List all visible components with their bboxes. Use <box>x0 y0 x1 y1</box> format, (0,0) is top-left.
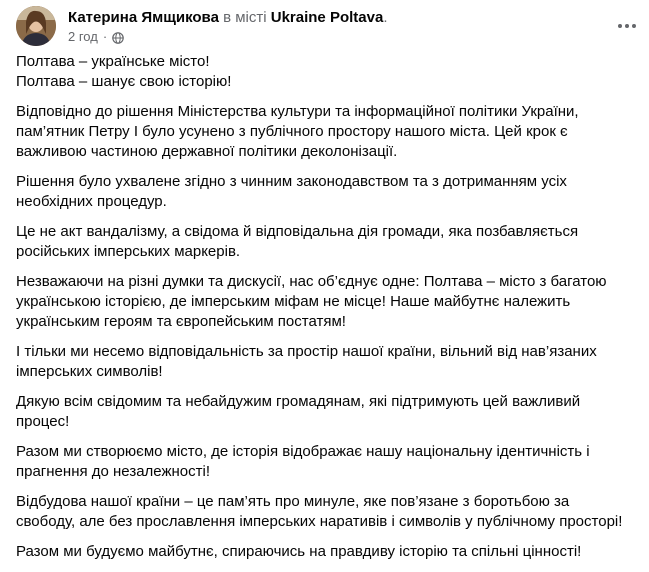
post-paragraph: Рішення було ухвалене згідно з чинним законодавством та з дотриманням усіх необхідних процедур. <box>16 173 567 210</box>
place-suffix: . <box>383 9 388 26</box>
more-dots-icon <box>617 23 637 29</box>
more-options-button[interactable] <box>613 12 641 40</box>
post-timestamp[interactable]: 2 год <box>68 29 98 44</box>
place-link[interactable]: Ukraine Poltava <box>270 9 384 26</box>
post-header <box>16 6 649 46</box>
post-paragraph: Дякую всім свідомим та небайдужим громадянам, які підтримують цей важливий процес! <box>16 393 581 430</box>
post-subline <box>68 28 387 45</box>
post-paragraph: І тільки ми несемо відповідальність за простір нашої країни, вільний від нав’язаних імперських символів! <box>16 343 597 380</box>
post-body <box>16 52 631 572</box>
paragraph-line: Полтава – українське місто! Полтава – шанує свою історію! <box>16 53 232 90</box>
post-paragraph <box>16 52 631 92</box>
author-avatar[interactable] <box>16 6 56 46</box>
post-paragraph: Це не акт вандалізму, а свідома й відповідальна дія громади, яка позбавляється російських імперських маркерів. <box>16 223 579 260</box>
post-paragraph: Разом ми створюємо місто, де історія відображає нашу національну ідентичність і прагнення до незалежності! <box>16 443 590 480</box>
post-paragraph: Відбудова нашої країни – це пам’ять про минуле, яке пов’язане з боротьбою за свободу, але без прославлення імперських наративів і символів у публічному просторі! <box>16 493 623 530</box>
post-paragraph: Відповідно до рішення Міністерства культури та інформаційної політики України, пам’ятник Петру І було усунено з публічного простору нашого міста. Цей крок є важливою частиною державної політики деколонізації. <box>16 103 579 160</box>
post-meta <box>68 8 387 45</box>
author-name[interactable]: Катерина Ямщикова <box>68 9 219 26</box>
post-paragraph: Разом ми будуємо майбутнє, спираючись на правдиву історію та спільні цінності! <box>16 543 582 560</box>
post-paragraph: Незважаючи на різні думки та дискусії, нас об’єднує одне: Полтава – місто з багатою українською історією, де імперським міфам не місце! Наше майбутнє належить українським героям та європейським постатям! <box>16 273 607 330</box>
globe-icon[interactable] <box>112 31 124 43</box>
in-place-text: в місті <box>218 9 271 26</box>
meta-separator: · <box>102 29 108 44</box>
post-title-line <box>68 8 387 27</box>
